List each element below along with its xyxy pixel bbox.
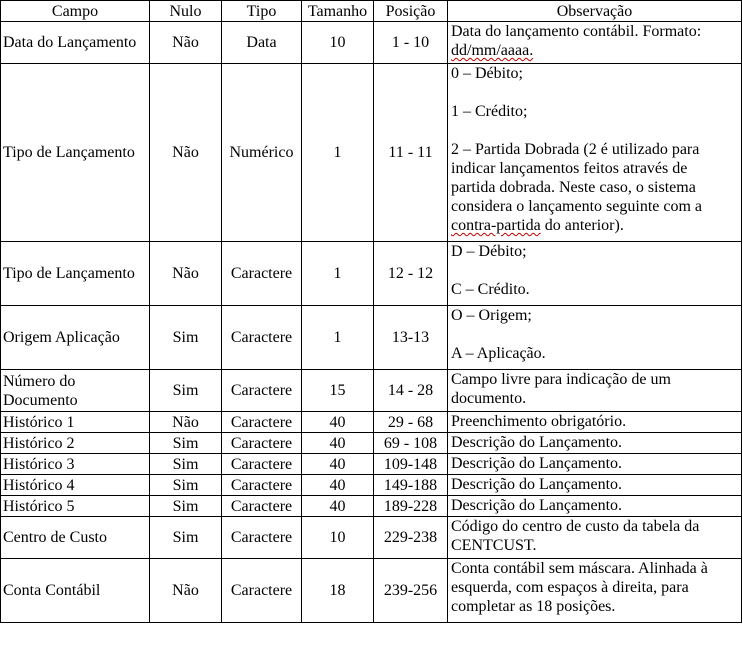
- cell-tamanho: 15: [302, 370, 374, 412]
- cell-nulo: Sim: [150, 306, 222, 370]
- observacao-fragment: do anterior).: [540, 217, 624, 234]
- cell-posicao: 14 - 28: [374, 370, 448, 412]
- cell-observacao: Descrição do Lançamento.: [448, 475, 742, 496]
- observacao-line: Campo livre para indicação de um: [451, 371, 671, 388]
- cell-posicao: 189-228: [374, 496, 448, 517]
- cell-tamanho: 40: [302, 412, 374, 433]
- cell-tipo: Data: [222, 22, 302, 64]
- observacao-line: Data do lançamento contábil. Formato:: [451, 23, 702, 40]
- header-posicao: Posição: [374, 1, 448, 22]
- cell-nulo: Sim: [150, 454, 222, 475]
- cell-posicao: 69 - 108: [374, 433, 448, 454]
- cell-tamanho: 1: [302, 306, 374, 370]
- cell-campo: Histórico 3: [1, 454, 150, 475]
- cell-nulo: Sim: [150, 370, 222, 412]
- table-row: [1, 306, 742, 370]
- table-row: [1, 496, 742, 517]
- cell-campo: Tipo de Lançamento: [1, 64, 150, 242]
- cell-tipo: Caractere: [222, 242, 302, 306]
- cell-nulo: Sim: [150, 475, 222, 496]
- cell-nulo: Não: [150, 22, 222, 64]
- observacao-line: Conta contábil sem máscara. Alinhada à: [451, 560, 708, 577]
- cell-tamanho: 1: [302, 64, 374, 242]
- cell-campo: Histórico 5: [1, 496, 150, 517]
- observacao-line: dd/mm/aaaa.: [451, 42, 534, 59]
- header-tipo: Tipo: [222, 1, 302, 22]
- table-row: [1, 412, 742, 433]
- cell-tamanho: 40: [302, 433, 374, 454]
- cell-observacao: [448, 64, 742, 242]
- cell-campo: Histórico 2: [1, 433, 150, 454]
- cell-tipo: Caractere: [222, 433, 302, 454]
- observacao-line: esquerda, com espaços à direita, para: [451, 579, 689, 596]
- observacao-line: Código do centro de custo da tabela da: [451, 518, 700, 535]
- cell-observacao: Descrição do Lançamento.: [448, 496, 742, 517]
- cell-observacao: Descrição do Lançamento.: [448, 433, 742, 454]
- table-row: [1, 370, 742, 412]
- cell-observacao: Preenchimento obrigatório.: [448, 412, 742, 433]
- cell-posicao: 12 - 12: [374, 242, 448, 306]
- cell-tamanho: 18: [302, 559, 374, 623]
- cell-nulo: Não: [150, 559, 222, 623]
- cell-posicao: 11 - 11: [374, 64, 448, 242]
- cell-nulo: Não: [150, 412, 222, 433]
- cell-posicao: 13-13: [374, 306, 448, 370]
- cell-tipo: Numérico: [222, 64, 302, 242]
- observacao-line: 0 – Débito;: [451, 65, 523, 82]
- cell-posicao: 29 - 68: [374, 412, 448, 433]
- table-row: [1, 454, 742, 475]
- observacao-fragment: contra-partida: [451, 217, 541, 234]
- header-row: [1, 1, 742, 22]
- cell-tipo: Caractere: [222, 517, 302, 559]
- header-observacao: Observação: [448, 1, 742, 22]
- table-row: [1, 559, 742, 623]
- observacao-line: 2 – Partida Dobrada (2 é utilizado para: [451, 141, 700, 158]
- campo-line: Documento: [3, 391, 78, 409]
- observacao-line: [451, 216, 739, 235]
- cell-tamanho: 10: [302, 517, 374, 559]
- cell-observacao: Descrição do Lançamento.: [448, 454, 742, 475]
- campo-line: Número do: [3, 372, 76, 390]
- cell-tipo: Caractere: [222, 412, 302, 433]
- cell-posicao: 109-148: [374, 454, 448, 475]
- cell-campo: Conta Contábil: [1, 559, 150, 623]
- cell-nulo: Sim: [150, 517, 222, 559]
- cell-posicao: 1 - 10: [374, 22, 448, 64]
- observacao-line: A – Aplicação.: [451, 345, 546, 362]
- cell-tamanho: 40: [302, 454, 374, 475]
- cell-observacao: [448, 242, 742, 306]
- cell-campo: Histórico 4: [1, 475, 150, 496]
- table-row: [1, 433, 742, 454]
- cell-tamanho: 1: [302, 242, 374, 306]
- cell-tipo: Caractere: [222, 559, 302, 623]
- cell-tipo: Caractere: [222, 496, 302, 517]
- cell-nulo: Não: [150, 64, 222, 242]
- cell-tipo: Caractere: [222, 306, 302, 370]
- observacao-line: completar as 18 posições.: [451, 598, 616, 615]
- observacao-line: considera o lançamento seguinte com a: [451, 198, 703, 215]
- cell-observacao: [448, 370, 742, 412]
- cell-tipo: Caractere: [222, 370, 302, 412]
- cell-tipo: Caractere: [222, 475, 302, 496]
- cell-observacao: [448, 559, 742, 623]
- cell-posicao: 239-256: [374, 559, 448, 623]
- observacao-line: CENTCUST.: [451, 537, 537, 554]
- cell-campo: Origem Aplicação: [1, 306, 150, 370]
- table-row: [1, 22, 742, 64]
- cell-tamanho: 40: [302, 496, 374, 517]
- cell-campo: Centro de Custo: [1, 517, 150, 559]
- cell-campo: Histórico 1: [1, 412, 150, 433]
- cell-campo: Tipo de Lançamento: [1, 242, 150, 306]
- observacao-line: 1 – Crédito;: [451, 103, 528, 120]
- table-row: [1, 475, 742, 496]
- cell-nulo: Sim: [150, 496, 222, 517]
- cell-posicao: 229-238: [374, 517, 448, 559]
- header-tamanho: Tamanho: [302, 1, 374, 22]
- cell-observacao: [448, 306, 742, 370]
- cell-campo: [1, 370, 150, 412]
- cell-tamanho: 10: [302, 22, 374, 64]
- cell-observacao: [448, 22, 742, 64]
- observacao-line: C – Crédito.: [451, 281, 530, 298]
- observacao-line: indicar lançamentos feitos através de: [451, 160, 688, 177]
- cell-observacao: [448, 517, 742, 559]
- header-campo: Campo: [1, 1, 150, 22]
- table-row: [1, 242, 742, 306]
- cell-nulo: Não: [150, 242, 222, 306]
- table-row: [1, 64, 742, 242]
- observacao-line: D – Débito;: [451, 243, 527, 260]
- cell-campo: Data do Lançamento: [1, 22, 150, 64]
- cell-tipo: Caractere: [222, 454, 302, 475]
- cell-tamanho: 40: [302, 475, 374, 496]
- table-row: [1, 517, 742, 559]
- observacao-line: partida dobrada. Neste caso, o sistema: [451, 179, 696, 196]
- header-nulo: Nulo: [150, 1, 222, 22]
- observacao-line: O – Origem;: [451, 307, 532, 324]
- observacao-line: documento.: [451, 390, 527, 407]
- cell-posicao: 149-188: [374, 475, 448, 496]
- cell-nulo: Sim: [150, 433, 222, 454]
